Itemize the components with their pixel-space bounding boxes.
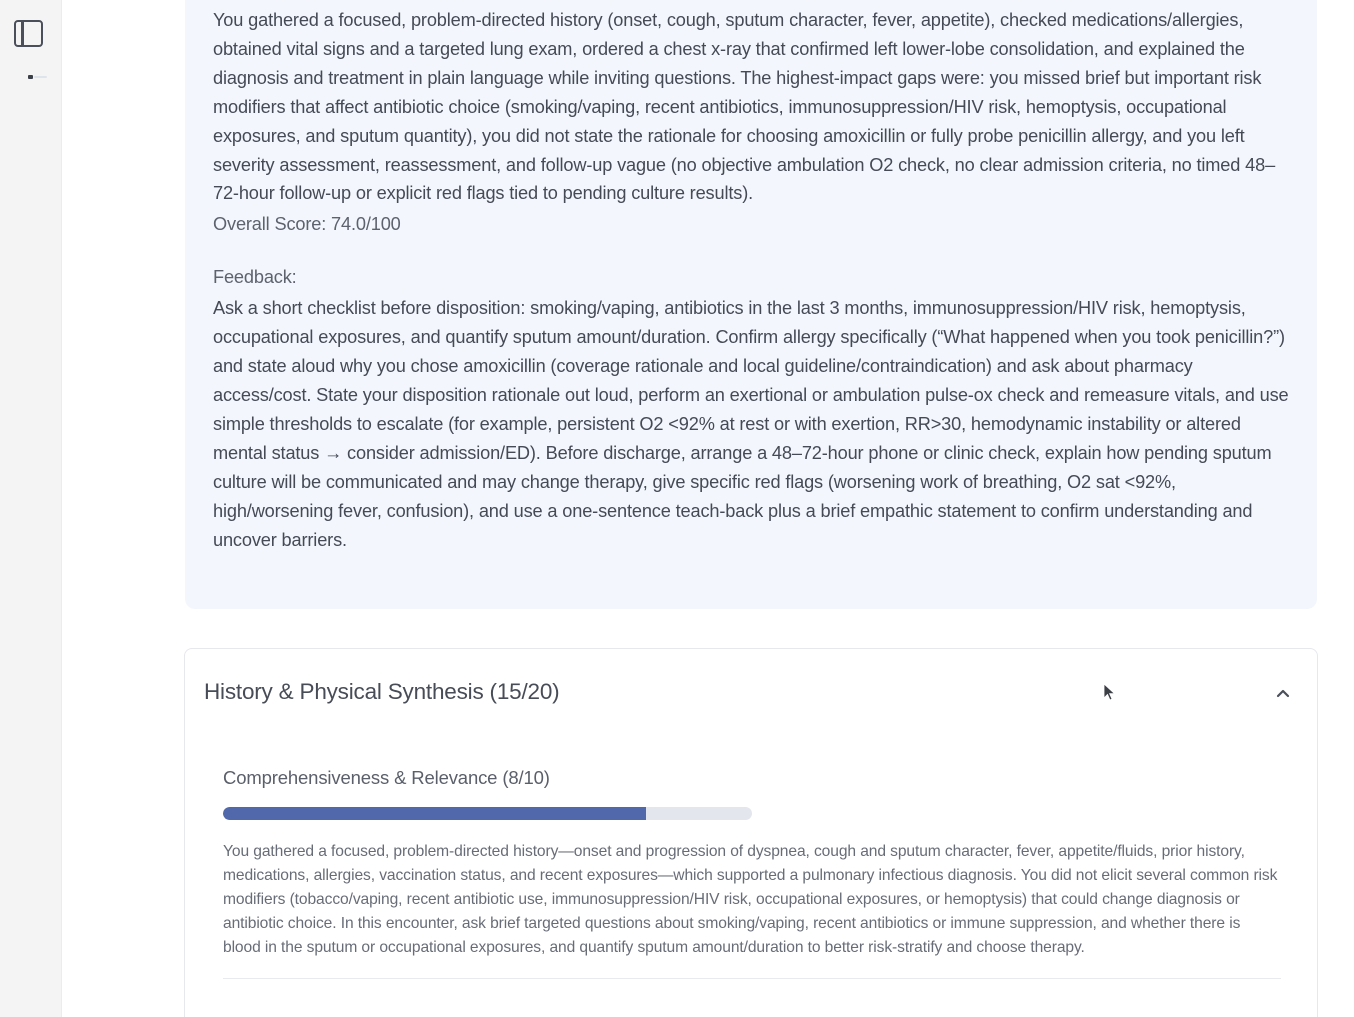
chevron-up-icon[interactable]: [1276, 686, 1290, 700]
feedback-label: Feedback:: [213, 267, 297, 288]
mouse-cursor-icon: [1103, 683, 1117, 703]
summary-text: You gathered a focused, problem-directed history (onset, cough, sputum character, fever, appetite), checked medications/allergies, obtained vital signs and a targeted lung exam, ordered a chest x-ray that confirmed left lower-lobe consolidation, and explained the diagnosis and treatment in plain language while inviting questions. The highest-impact gaps were: you missed brief but important risk modifiers that affect antibiotic choice (smoking/vaping, recent antibiotics, immunosuppression/HIV risk, hemoptysis, occupational exposures, and sputum quantity), you did not state the rationale for choosing amoxicillin or fully probe penicillin allergy, and you left severity assessment, reassessment, and follow-up vague (no objective ambulation O2 check, no clear admission criteria, no timed 48–72-hour follow-up or explicit red flags tied to pending culture results).: [213, 10, 1276, 204]
sidebar: [0, 0, 62, 1017]
indicator-dot: [28, 75, 33, 79]
criterion-title: Comprehensiveness & Relevance (8/10): [223, 767, 550, 788]
score-progress-bar: [223, 807, 752, 820]
criterion-feedback-text: You gathered a focused, problem-directed history—onset and progression of dyspnea, cough and sputum character, fever, appetite/fluids, prior history, medications, allergies, vaccination status, and recent exposures—which supported a pulmonary infectious diagnosis. You did not elicit several common risk modifiers (tobacco/vaping, recent antibiotic use, immunosuppression/HIV risk, occupational exposures, or hemoptysis) that could change diagnosis or antibiotic choice. In this encounter, ask brief targeted questions about smoking/vaping, recent antibiotics or immune suppression, and whether there is blood in the sputum or occupational exposures, and quantify sputum amount/duration to better risk-stratify and choose therapy.: [223, 843, 1278, 956]
evaluation-summary: [185, 0, 1317, 609]
criterion-comprehensiveness: [223, 767, 1281, 979]
section-title: History & Physical Synthesis (15/20): [204, 679, 560, 704]
section-card-history-physical: [184, 648, 1318, 1017]
section-header-toggle[interactable]: [185, 649, 1317, 737]
indicator-line: [34, 76, 47, 78]
score-progress-fill: [223, 807, 646, 820]
sidebar-panel-icon[interactable]: [14, 20, 43, 47]
overall-score: Overall Score: 74.0/100: [213, 214, 401, 235]
divider: [223, 978, 1281, 979]
page-indicator: [28, 75, 48, 79]
feedback-text: Ask a short checklist before disposition: smoking/vaping, antibiotics in the last 3 months, immunosuppression/HIV risk, hemoptysis, occupational exposures, and quantify sputum amount/duration. Confirm allergy specifically (“What happened when you took penicillin?”) and state aloud why you chose amoxicillin (coverage rationale and local guideline/contraindication) and ask about pharmacy access/cost. State your disposition rationale out loud, perform an exertional or ambulation pulse-ox check and remeasure vitals, and use simple thresholds to escalate (for example, persistent O2 <92% at rest or with exertion, RR>30, hemodynamic instability or altered mental status → consider admission/ED). Before discharge, arrange a 48–72-hour phone or clinic check, explain how pending sputum culture will be communicated and may change therapy, give specific red flags (worsening work of breathing, O2 sat <92%, high/worsening fever, confusion), and use a one-sentence teach-back plus a brief empathic statement to confirm understanding and uncover barriers.: [213, 298, 1289, 550]
